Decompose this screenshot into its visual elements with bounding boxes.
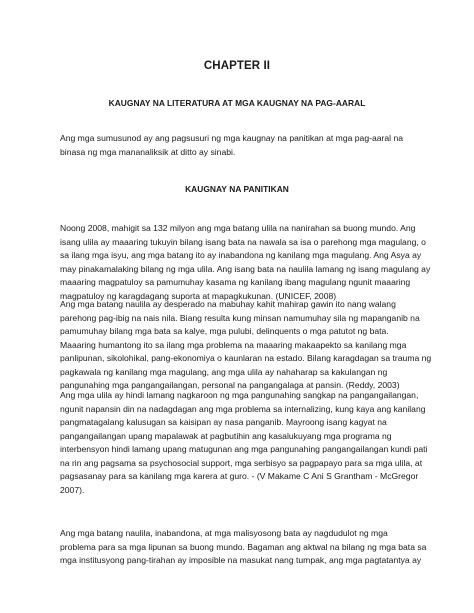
paragraph-line: mga institusyong pang-tirahan ay imposible na masukat nang tumpak, ang mga pagtatantya ay (60, 555, 422, 565)
body-paragraph (60, 389, 428, 497)
body-paragraph (60, 527, 427, 568)
paragraph-line: pagkawala ng kanilang mga magulang, ang mga ulila ay nahaharap sa kakulangan ng (60, 366, 388, 377)
paragraph-line: magpatuloy ng karagdagang suporta at mapagkukunan. (UNICEF, 2008) (60, 290, 337, 301)
paragraph-line: sa ilang mga isyu, ang mga batang ito ay inabandona ng kanilang mga magulang. Ang Asya ay (60, 250, 422, 260)
paragraph-line: na rin ang pagsama sa psychosocial support, mga serbisyo sa pagpapayo para sa mga ulila, at (60, 457, 423, 468)
paragraph-line: pangangailangan upang mapalawak at pagbutihin ang kasalukuyang mga programa ng (60, 430, 392, 441)
paragraph-line: pangunahing mga pangangailangan, personal na pangangalaga at pansin. (Reddy, 2003) (60, 380, 400, 390)
subheading: KAUGNAY NA PANITIKAN (185, 184, 289, 194)
paragraph-line: maaaring magpatuloy sa pamumuhay kasama ng kanilang ibang magulang ngunit maaaring (60, 277, 411, 287)
paragraph-line: binasa ng mga mananaliksik at ditto ay sinabi. (60, 146, 236, 157)
paragraph-line: parehong pag-ibig na nais nila. Biang resulta kung minsan namumuhay sila ng mapanganib na (60, 312, 420, 323)
paragraph-line: Ang mga batang naulila, inabandona, at mga malisyosong bata ay nagdudulot ng mga (60, 528, 388, 538)
paragraph-line: Ang mga batang naulila ay desperado na mabuhay kahit mahirap gawin ito nang walang (60, 299, 396, 309)
paragraph-line: Ang mga sumusunod ay ang pagsusuri ng mga kaugnay na panitikan at mga pag-aaral na (60, 133, 404, 143)
paragraph-line: panlipunan, sikolohikal, pang-ekonomiya o kaunlaran na estado. Bilang karagdagan sa trauma ng (60, 353, 432, 363)
body-paragraph (60, 222, 431, 303)
chapter-title: CHAPTER II (203, 60, 271, 72)
paragraph-line: Maaaring humantong ito sa ilang mga problema na maaaring makaapekto sa kanilang mga (60, 339, 407, 350)
paragraph-line: pagsasanay para sa kanilang mga karera at guro. - (V Makame C Ani S Grantham - McGregor (60, 471, 419, 481)
intro-paragraph (60, 132, 422, 159)
body-paragraph (60, 298, 432, 393)
section-heading: KAUGNAY NA LITERATURA AT MGA KAUGNAY NA PAG-AARAL (108, 98, 366, 108)
paragraph-line: Noong 2008, mahigit sa 132 milyon ang mga batang ulila na nanirahan sa buong mundo. Ang (60, 223, 416, 233)
paragraph-line: isang ulila ay maaaring tukuyin bilang isang bata na nawala sa isa o parehong mga magulang, o (60, 236, 426, 247)
paragraph-line: pamumuhay bilang mga bata sa kalye, mga pulubi, delinquents o mga patutot ng bata. (60, 326, 389, 336)
paragraph-line: may pinakamalaking bilang ng mga ulila. Ang isang bata na naulila lamang ng isang magulang ay (60, 263, 431, 274)
paragraph-line: 2007). (60, 484, 85, 495)
paragraph-line: pangmatagalang kalusugan sa kaisipan ay nasa panganib. Mayroong isang kagyat na (60, 417, 387, 427)
paragraph-line: ngunit napansin din na nadagdagan ang mga problema sa internalizing, kung kaya ang kanilang (60, 403, 426, 414)
paragraph-line: Ang mga ulila ay hindi lamang nagkaroon ng mga pangunahing sangkap na pangangailangan, (60, 390, 419, 400)
paragraph-line: problema para sa mga lipunan sa buong mundo. Bagaman ang aktwal na bilang ng mga bata sa (60, 541, 427, 552)
paragraph-line: interbensyon hindi lamang upang matugunan ang mga pangunahing pangangailangan kundi pati (60, 444, 428, 454)
